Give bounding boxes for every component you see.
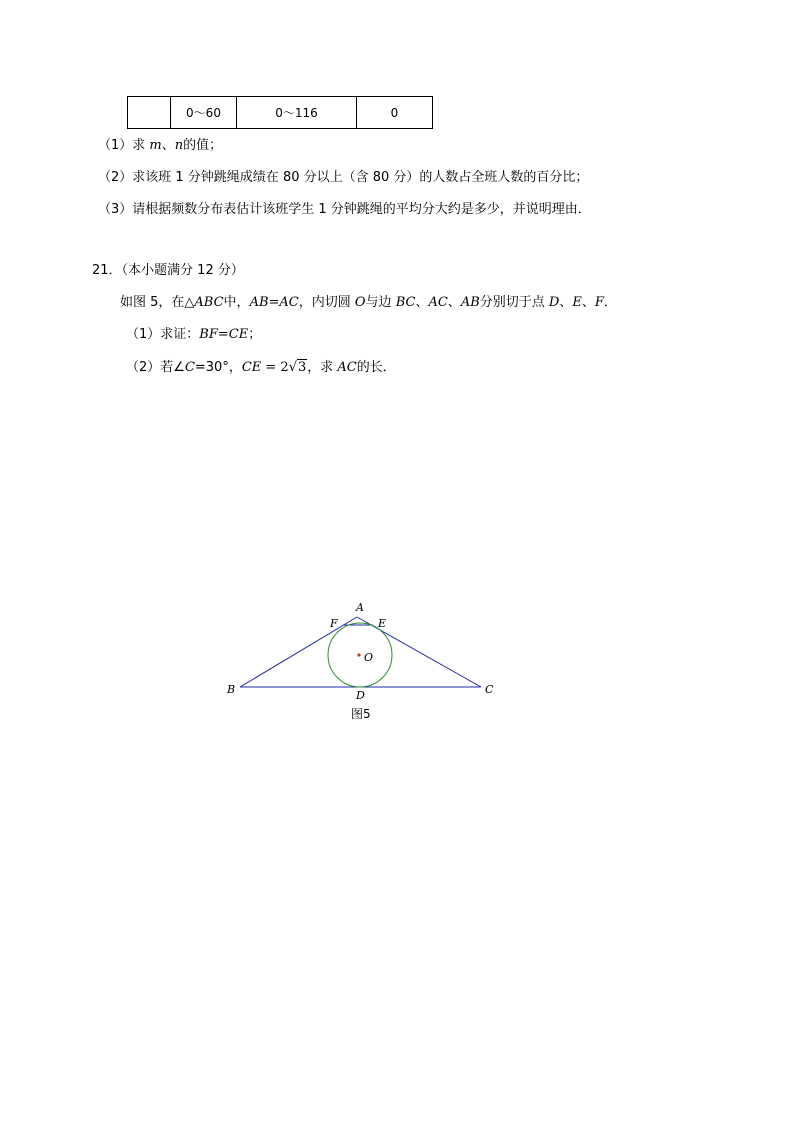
text: 如图 5，在△	[120, 295, 195, 310]
table-cell	[128, 97, 171, 129]
text: 、	[559, 295, 573, 310]
math-bf-eq-ce: BF=CE	[199, 327, 249, 342]
math-d: D	[548, 295, 560, 310]
center-point	[357, 653, 360, 656]
math-ab-eq-ac: AB=AC	[249, 295, 299, 310]
figure-5	[220, 595, 510, 725]
frequency-table	[127, 96, 433, 129]
text: （1）求证：	[126, 327, 200, 342]
math-m: m	[149, 138, 162, 153]
math-ac: AC	[337, 360, 357, 375]
text: ；	[248, 327, 262, 342]
table-row	[128, 97, 433, 129]
math-bc: BC	[395, 295, 416, 310]
text: 、	[161, 138, 175, 153]
text: 与边	[365, 295, 396, 310]
text: =30°，	[194, 360, 242, 375]
label-c: C	[485, 683, 494, 696]
text: 、	[581, 295, 595, 310]
q21-part1	[126, 327, 261, 343]
text: 中，	[223, 295, 250, 310]
table-cell: 0	[357, 97, 433, 129]
label-f: F	[330, 617, 338, 630]
text: 的值；	[183, 138, 223, 153]
radicand: 3	[298, 360, 307, 375]
math-f: F	[594, 295, 604, 310]
text: 、	[447, 295, 461, 310]
label-a: A	[356, 601, 364, 614]
q20-part3: （3）请根据频数分布表估计该班学生 1 分钟跳绳的平均分大约是多少，并说明理由．	[98, 202, 591, 217]
sqrt-sign: √	[288, 360, 297, 375]
part-number: （1）	[98, 138, 133, 153]
text: 的长．	[356, 360, 396, 375]
text: （2）若∠	[126, 360, 185, 375]
q21-intro	[120, 295, 617, 311]
math-ce: CE	[241, 360, 262, 375]
text: 、	[415, 295, 429, 310]
math-abc: ABC	[194, 295, 224, 310]
text: ．	[603, 295, 617, 310]
q21-header: 21．（本小题满分 12 分）	[92, 263, 244, 278]
math-n: n	[174, 138, 184, 153]
q20-part1	[98, 138, 222, 154]
text: ，求	[307, 360, 338, 375]
math-c: C	[184, 360, 195, 375]
math-ab: AB	[460, 295, 480, 310]
label-o: O	[364, 651, 374, 664]
table-cell: 0～60	[171, 97, 237, 129]
label-d: D	[356, 689, 365, 702]
math-o: O	[354, 295, 366, 310]
table-cell: 0～116	[237, 97, 357, 129]
text: ，内切圆	[298, 295, 355, 310]
label-b: B	[227, 683, 236, 696]
math-e: E	[572, 295, 582, 310]
side-ab	[240, 617, 357, 687]
label-e: E	[378, 617, 387, 630]
figure-caption: 图5	[351, 707, 371, 721]
math-eq-two: = 2	[261, 360, 289, 375]
math-two-root-three	[261, 359, 307, 375]
text: 分别切于点	[479, 295, 549, 310]
text: 求	[132, 138, 150, 153]
q21-part2	[126, 360, 396, 376]
math-ac: AC	[428, 295, 448, 310]
q20-part2: （2）求该班 1 分钟跳绳成绩在 80 分以上（含 80 分）的人数占全班人数的百分比；	[98, 170, 589, 185]
